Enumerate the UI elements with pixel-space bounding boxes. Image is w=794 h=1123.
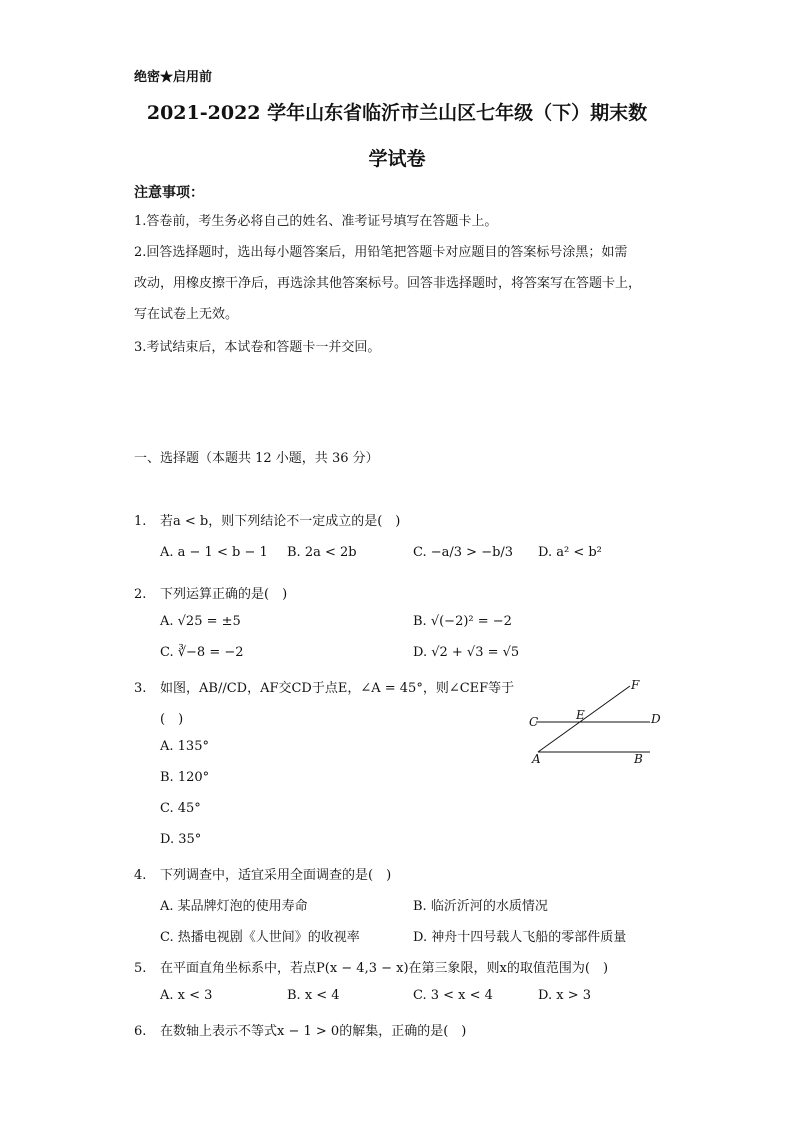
label-a: A [532,752,541,766]
option-c: C. 3 < x < 4 [413,988,493,1003]
question-number: 4. [134,868,147,883]
option-c: C. 热播电视剧《人世间》的收视率 [160,930,360,945]
question-stem-continued: ( ) [160,712,184,727]
option-d: D. a² < b² [538,545,602,560]
question-stem: 在数轴上表示不等式x − 1 > 0的解集，正确的是( ) [160,1024,467,1039]
option-b: B. 120° [160,770,210,785]
question-number: 5. [134,961,147,976]
option-c: C. 45° [160,801,201,816]
option-c: C. −a/3 > −b/3 [413,545,514,560]
question-stem: 若a < b，则下列结论不一定成立的是( ) [160,514,401,529]
option-b: B. √(−2)² = −2 [413,614,512,629]
notice-item: 改动，用橡皮擦干净后，再选涂其他答案标号。回答非选择题时，将答案写在答题卡上， [134,276,642,291]
question-1 [134,510,400,529]
exam-title-line1: 2021-2022 学年山东省临沂市兰山区七年级（下）期末数 [146,102,648,124]
option-a: A. x < 3 [160,988,213,1003]
notice-item: 2.回答选择题时，选出每小题答案后，用铅笔把答题卡对应题目的答案标号涂黑；如需 [134,245,628,260]
label-d: D [651,712,661,726]
question-5 [134,957,608,976]
notice-heading: 注意事项： [134,185,204,201]
option-d: D. 35° [160,832,202,847]
label-b: B [634,752,643,766]
question-stem: 在平面直角坐标系中，若点P(x − 4,3 − x)在第三象限，则x的取值范围为( ) [160,961,609,976]
question-4 [134,864,391,883]
option-b: B. 2a < 2b [287,545,357,560]
option-d: D. x > 3 [538,988,591,1003]
option-d: D. √2 + √3 = √5 [413,645,520,660]
label-c: C [529,715,539,729]
option-a: A. 某品牌灯泡的使用寿命 [160,899,308,914]
parallel-lines-figure [520,672,670,772]
label-e: E [576,708,585,722]
question-3 [134,677,514,696]
question-number: 3. [134,681,147,696]
option-b: B. x < 4 [287,988,340,1003]
notice-item: 3.考试结束后，本试卷和答题卡一并交回。 [134,340,381,355]
option-c: C. ∛−8 = −2 [160,645,244,660]
question-stem: 下列运算正确的是( ) [160,587,288,602]
option-d: D. 神舟十四号载人飞船的零部件质量 [413,930,627,945]
notice-item: 1.答卷前，考生务必将自己的姓名、准考证号填写在答题卡上。 [134,214,498,229]
label-f: F [631,678,640,692]
question-stem: 如图，AB//CD，AF交CD于点E，∠A = 45°，则∠CEF等于 [160,681,515,696]
question-stem: 下列调查中，适宜采用全面调查的是( ) [160,868,392,883]
notice-item: 写在试卷上无效。 [134,307,239,322]
question-number: 6. [134,1024,147,1039]
question-number: 2. [134,587,147,602]
question-6 [134,1020,466,1039]
question-number: 1. [134,514,147,529]
question-2 [134,583,287,602]
option-b: B. 临沂沂河的水质情况 [413,899,548,914]
exam-title-line2: 学试卷 [368,148,426,170]
option-a: A. 135° [160,739,209,754]
secret-label: 绝密★启用前 [134,70,213,85]
option-a: A. a − 1 < b − 1 [160,545,268,560]
section-title: 一、选择题（本题共 12 小题，共 36 分） [134,451,379,466]
option-a: A. √25 = ±5 [160,614,241,629]
